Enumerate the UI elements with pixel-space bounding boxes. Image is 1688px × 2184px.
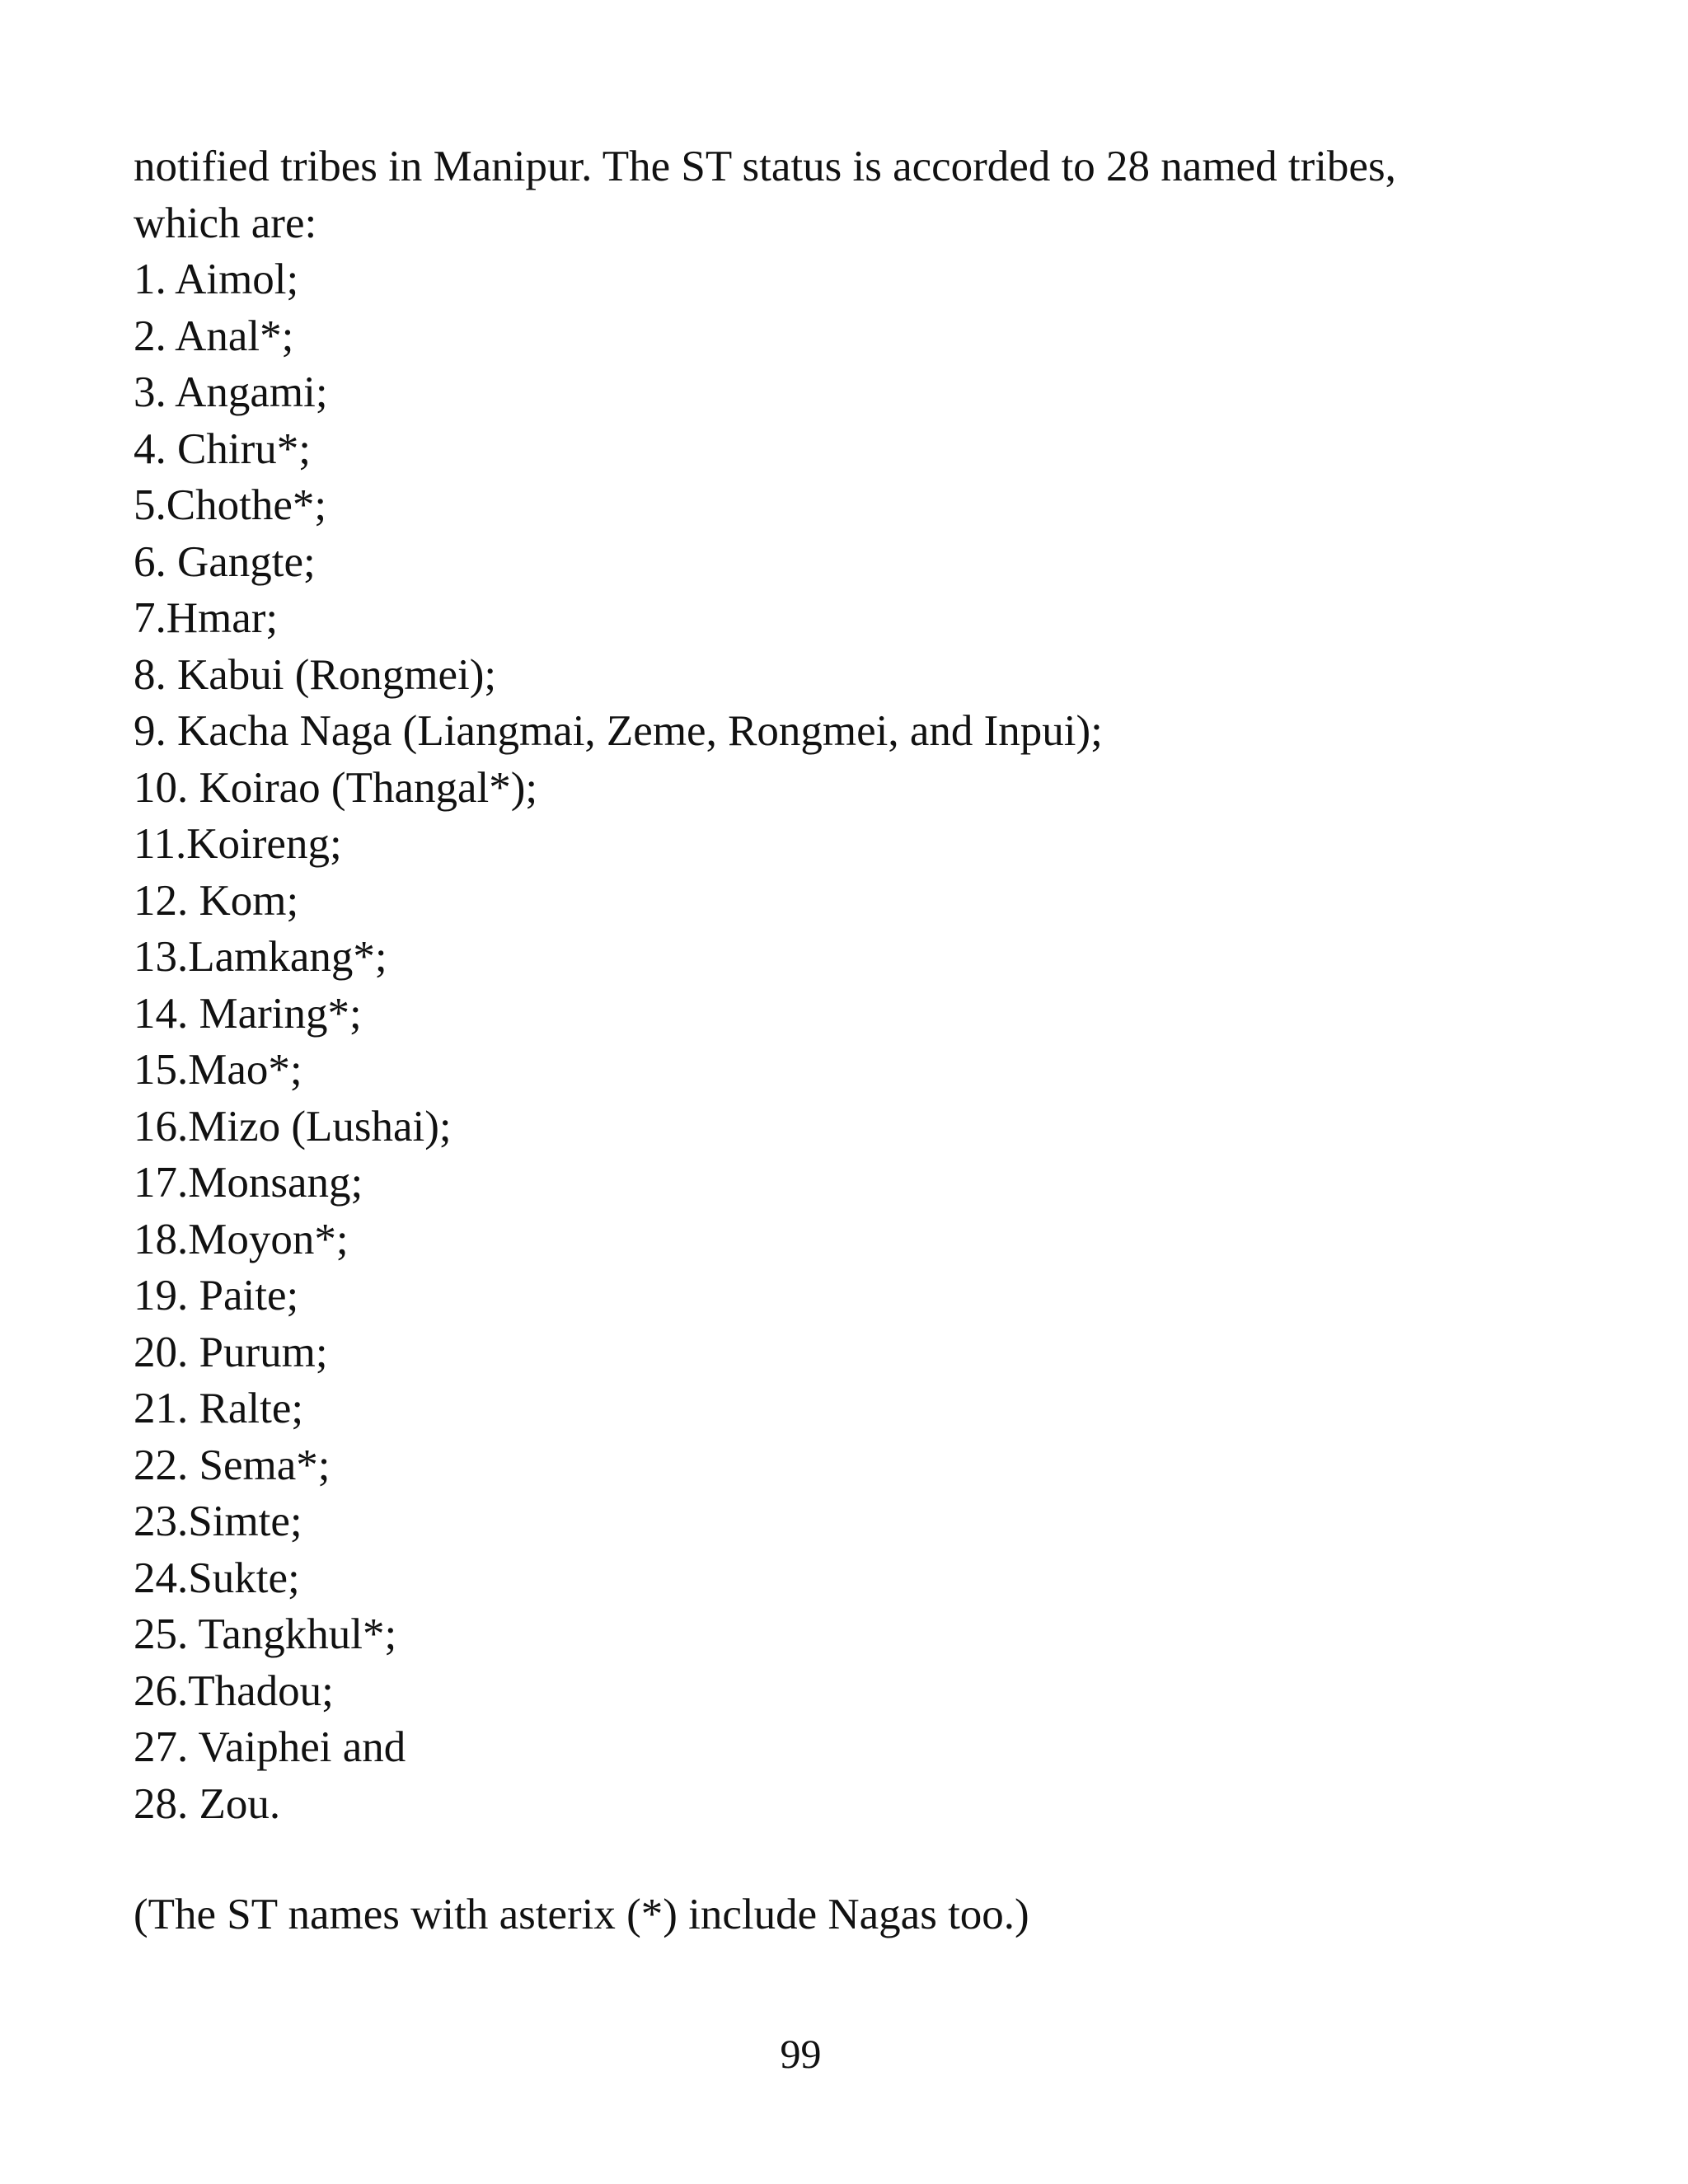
list-item: 25. Tangkhul*; [134, 1610, 397, 1658]
list-item: 22. Sema*; [134, 1441, 331, 1489]
list-item: 3. Angami; [134, 368, 328, 416]
list-item: 18.Moyon*; [134, 1215, 349, 1263]
intro-line-1: notified tribes in Manipur. The ST status is accorded to 28 named tribes, [134, 143, 1396, 190]
list-item: 28. Zou. [134, 1779, 281, 1828]
list-item: 14. Maring*; [134, 989, 362, 1038]
list-item: 8. Kabui (Rongmei); [134, 650, 497, 699]
list-item: 12. Kom; [134, 876, 299, 925]
list-item: 16.Mizo (Lushai); [134, 1102, 452, 1151]
list-item: 4. Chiru*; [134, 424, 311, 473]
list-item: 6. Gangte; [134, 537, 316, 586]
intro-line-2: which are: [134, 199, 317, 247]
footnote: (The ST names with asterix (*) include Nagas too.) [134, 1891, 1029, 1938]
list-item: 15.Mao*; [134, 1046, 302, 1094]
page-number: 99 [780, 2031, 822, 2077]
list-item: 27. Vaiphei and [134, 1723, 406, 1771]
list-item: 21. Ralte; [134, 1385, 304, 1432]
list-item: 1. Aimol; [134, 255, 299, 303]
list-item: 5.Chothe*; [134, 481, 327, 529]
list-item: 9. Kacha Naga (Liangmai, Zeme, Rongmei, and Inpui); [134, 707, 1103, 755]
list-item: 24.Sukte; [134, 1554, 300, 1602]
tribe-list [134, 251, 1419, 1832]
body-text [134, 138, 1419, 1832]
list-item: 7.Hmar; [134, 594, 279, 642]
list-item: 17.Monsang; [134, 1159, 363, 1207]
list-item: 2. Anal*; [134, 312, 294, 360]
list-item: 11.Koireng; [134, 820, 342, 868]
list-item: 26.Thadou; [134, 1666, 334, 1715]
list-item: 10. Koirao (Thangal*); [134, 763, 538, 812]
page-number-container [0, 2029, 1688, 2079]
list-item: 20. Purum; [134, 1328, 328, 1376]
list-item: 13.Lamkang*; [134, 933, 387, 981]
list-item: 23.Simte; [134, 1497, 302, 1545]
list-item: 19. Paite; [134, 1272, 299, 1319]
